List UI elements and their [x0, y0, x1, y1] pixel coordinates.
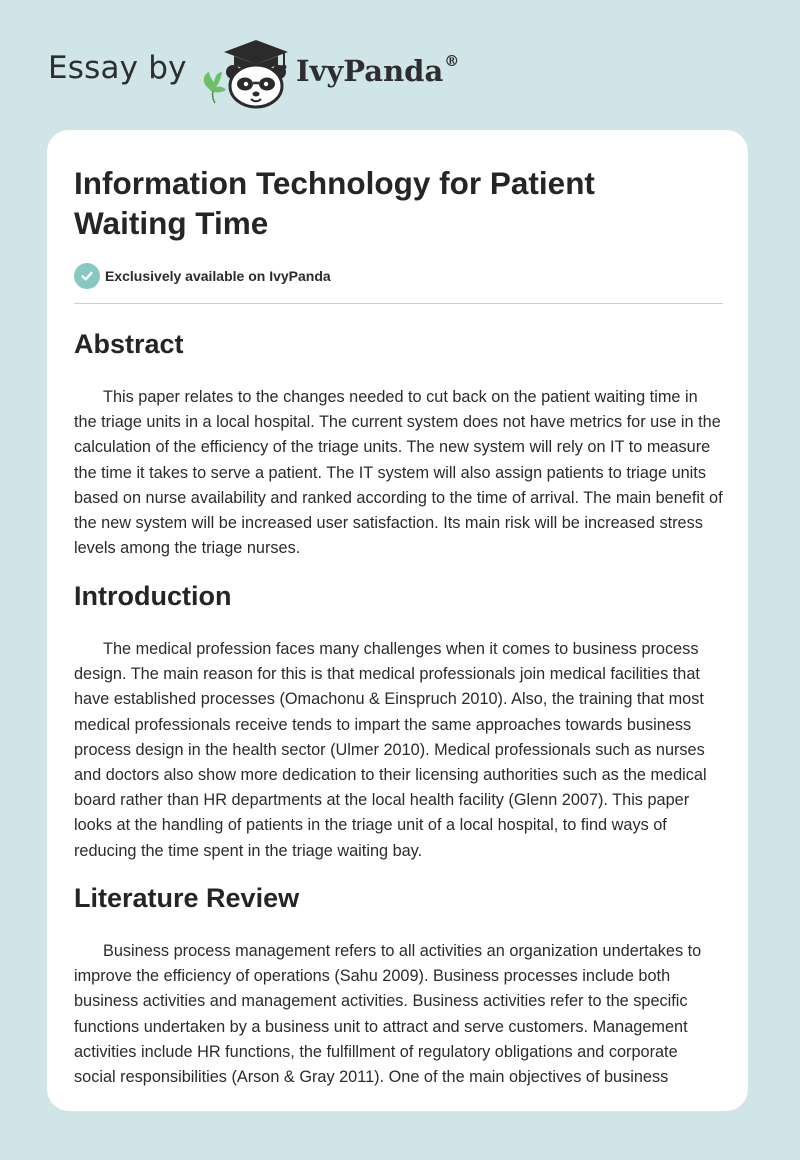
registered-mark: ®: [444, 52, 460, 70]
literature-review-heading: Literature Review: [74, 883, 300, 913]
divider: [74, 303, 723, 304]
introduction-heading: Introduction: [74, 581, 232, 611]
introduction-paragraph: The medical profession faces many challenges when it comes to business process design. The main reason for this is that medical professionals join medical facilities that have established processes (Omachonu & Einspruch 2010). Also, the training that most medical professionals receive tends to impart the same approaches towards business process design in the health sector (Ulmer 2010). Medical professionals such as nurses and doctors also show more dedication to their licensing authorities such as the medical board rather than HR departments at the local health facility (Glenn 2007). This paper looks at the handling of patients in the triage unit of a local hospital, to find ways of reducing the time spent in the triage waiting bay.: [74, 640, 707, 860]
brand-name[interactable]: IvyPanda®: [296, 52, 460, 88]
abstract-heading: Abstract: [74, 329, 184, 359]
exclusive-badge: [74, 263, 331, 289]
panda-logo-icon[interactable]: [200, 36, 292, 110]
exclusive-label: Exclusively available on IvyPanda: [105, 268, 331, 284]
essay-card: [47, 130, 748, 1111]
essay-by-label: Essay by: [48, 50, 187, 86]
literature-review-paragraph: Business process management refers to all activities an organization undertakes to improve the efficiency of operations (Sahu 2009). Business processes include both business activities and management activities. Business activities refer to the specific functions undertaken by a business unit to attract and serve customers. Management activities include HR functions, the fulfillment of regulatory obligations and corporate social responsibilities (Arson & Gray 2011). One of the main objectives of business: [74, 942, 702, 1087]
site-header: [48, 30, 548, 110]
check-icon: [74, 263, 100, 289]
page-title: Information Technology for Patient Waiting Time: [74, 165, 595, 241]
abstract-paragraph: This paper relates to the changes needed to cut back on the patient waiting time in the triage units in a local hospital. The current system does not have metrics for use in the calculation of the efficiency of the triage units. The new system will rely on IT to measure the time it takes to serve a patient. The IT system will also assign patients to triage units based on nurse availability and ranked according to the time of arrival. The main benefit of the new system will be increased user satisfaction. Its main risk will be increased stress levels among the triage nurses.: [74, 388, 723, 558]
